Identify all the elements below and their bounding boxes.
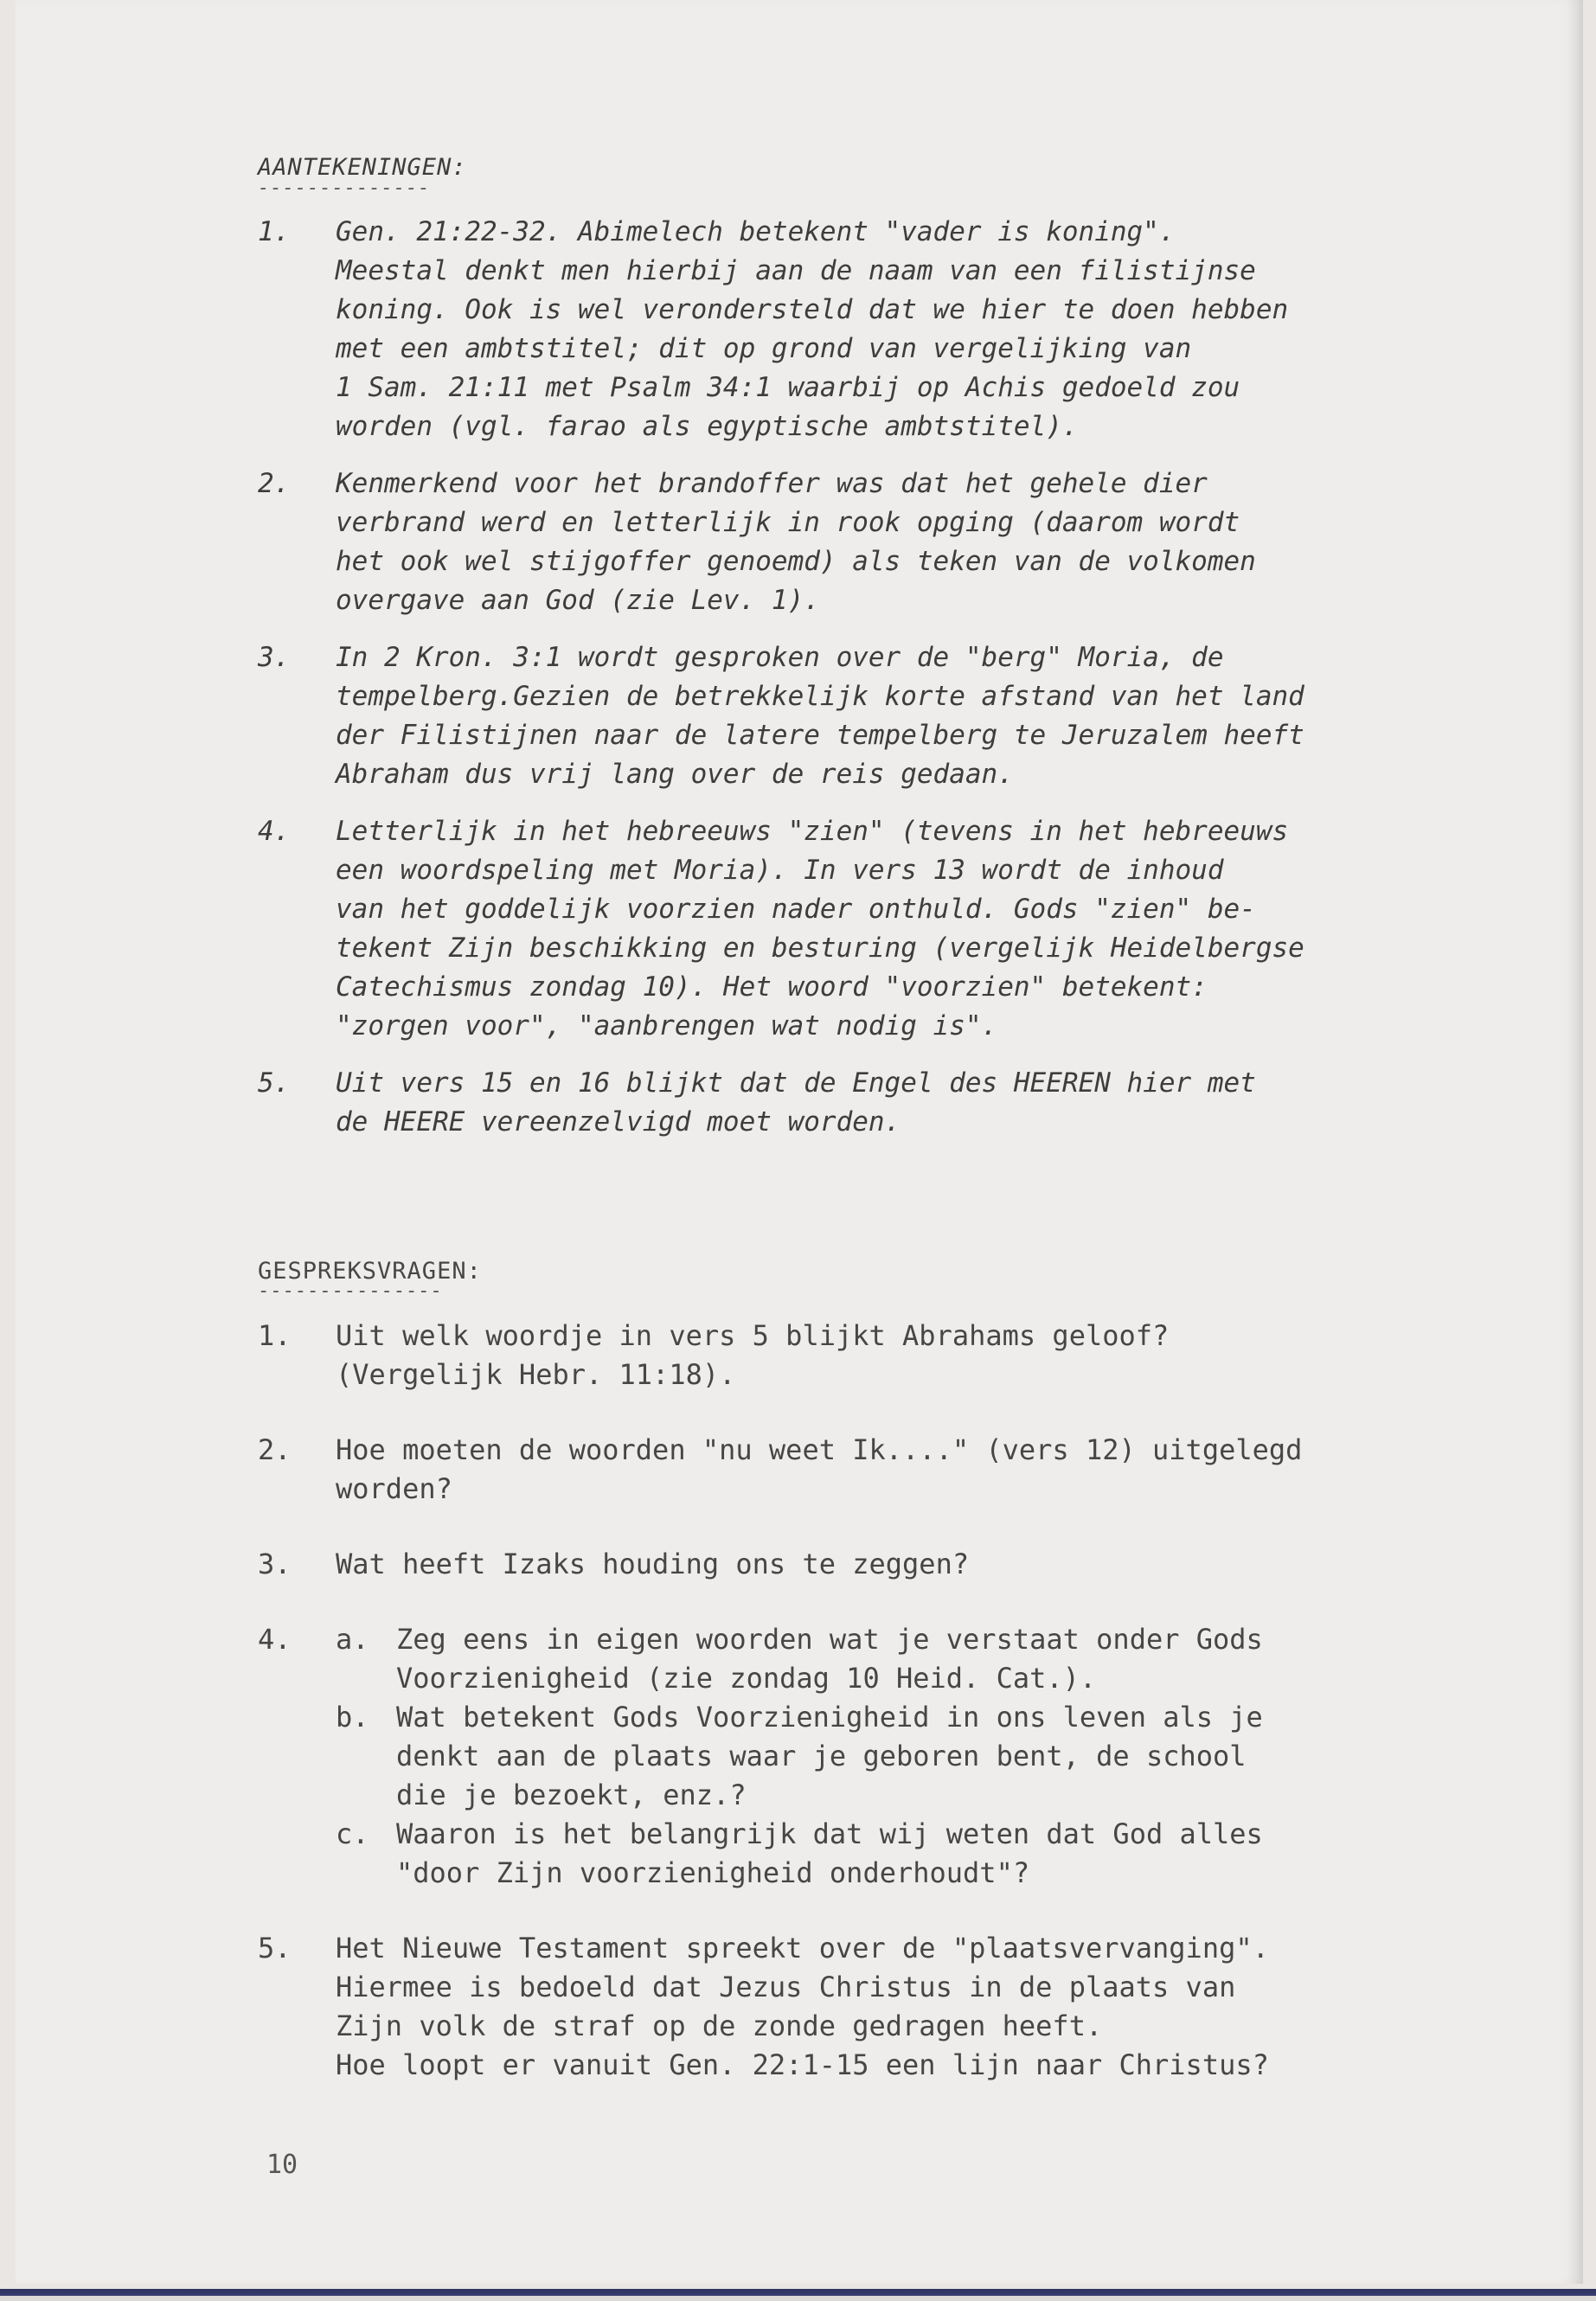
note-line: met een ambtstitel; dit op grond van vergelijking van [336,333,1192,364]
question-number: 4. [258,1623,292,1656]
note-line: het ook wel stijgoffer genoemd) als teken van de volkomen [336,546,1256,577]
notes-heading-underline: -------------- [258,177,431,199]
note-item [258,213,1538,446]
question-line: Het Nieuwe Testament spreekt over de "plaatsvervanging". [336,1932,1269,1965]
question-item [258,1431,1538,1509]
sub-question-label: c. [336,1817,369,1850]
questions-heading-underline: --------------- [258,1280,443,1302]
question-line: die je bezoekt, enz.? [396,1779,747,1811]
note-line: Letterlijk in het hebreeuws "zien" (tevens in het hebreeuws [336,816,1289,847]
note-item [258,638,1538,794]
note-number: 5. [258,1067,291,1099]
note-line: 1 Sam. 21:11 met Psalm 34:1 waarbij op Achis gedoeld zou [336,372,1240,403]
sub-question-label: a. [336,1623,369,1656]
note-line: Gen. 21:22-32. Abimelech betekent "vader is koning". [336,216,1176,247]
page-content [258,147,1538,2085]
scan-edge-strip [0,2284,1596,2301]
document-page [16,0,1583,2284]
question-line: Hiermee is bedoeld dat Jezus Christus in de plaats van [336,1971,1236,2003]
note-line: Kenmerkend voor het brandoffer was dat het gehele dier [336,468,1208,499]
question-item [258,1620,1538,1893]
note-line: tekent Zijn beschikking en besturing (vergelijk Heidelbergse [336,933,1304,964]
note-line: de HEERE vereenzelvigd moet worden. [336,1106,901,1138]
note-line: overgave aan God (zie Lev. 1). [336,585,820,616]
question-line: Waaron is het belangrijk dat wij weten dat God alles [396,1817,1263,1850]
note-line: der Filistijnen naar de latere tempelberg te Jeruzalem heeft [336,720,1304,751]
note-number: 2. [258,468,291,499]
sub-question-label: b. [336,1701,369,1734]
question-line: Wat heeft Izaks houding ons te zeggen? [336,1548,970,1580]
note-item [258,1064,1538,1142]
note-line: koning. Ook is wel verondersteld dat we hier te doen hebben [336,294,1289,325]
page-number: 10 [266,2150,298,2180]
note-line: Meestal denkt men hierbij aan de naam van een filistijnse [336,255,1256,286]
sub-question [336,1815,1538,1893]
question-line: Voorzienigheid (zie zondag 10 Heid. Cat.). [396,1662,1097,1695]
question-line: Zeg eens in eigen woorden wat je verstaat onder Gods [396,1623,1263,1656]
question-line: (Vergelijk Hebr. 11:18). [336,1358,736,1391]
question-line: "door Zijn voorzienigheid onderhoudt"? [396,1856,1030,1889]
note-line: worden (vgl. farao als egyptische ambtstitel). [336,411,1079,442]
questions-section [258,1250,1538,2085]
note-line: tempelberg.Gezien de betrekkelijk korte afstand van het land [336,681,1304,712]
note-line: verbrand werd en letterlijk in rook opging (daarom wordt [336,507,1240,538]
question-number: 1. [258,1319,292,1352]
note-line: Catechismus zondag 10). Het woord "voorzien" betekent: [336,971,1208,1003]
note-line: "zorgen voor", "aanbrengen wat nodig is". [336,1010,998,1042]
notes-heading: AANTEKENINGEN: [258,154,467,181]
question-line: denkt aan de plaats waar je geboren bent, de school [396,1740,1247,1772]
note-line: Uit vers 15 en 16 blijkt dat de Engel des HEEREN hier met [336,1067,1256,1099]
note-line: een woordspeling met Moria). In vers 13 wordt de inhoud [336,855,1224,886]
note-number: 1. [258,216,291,247]
note-number: 4. [258,816,291,847]
question-line: Hoe loopt er vanuit Gen. 22:1-15 een lijn naar Christus? [336,2048,1269,2081]
note-item [258,812,1538,1046]
question-line: worden? [336,1472,452,1505]
note-line: Abraham dus vrij lang over de reis gedaan. [336,759,1014,790]
sub-question [336,1620,1538,1698]
question-item [258,1545,1538,1584]
question-number: 5. [258,1932,292,1965]
question-line: Wat betekent Gods Voorzienigheid in ons leven als je [396,1701,1263,1734]
note-item [258,465,1538,620]
note-line: In 2 Kron. 3:1 wordt gesproken over de "berg" Moria, de [336,642,1224,673]
question-line: Uit welk woordje in vers 5 blijkt Abrahams geloof? [336,1319,1170,1352]
question-number: 2. [258,1433,292,1466]
question-number: 3. [258,1548,292,1580]
notes-section [258,147,1538,1142]
note-number: 3. [258,642,291,673]
question-item [258,1929,1538,2085]
questions-heading: GESPREKSVRAGEN: [258,1258,482,1285]
note-line: van het goddelijk voorzien nader onthuld. Gods "zien" be- [336,894,1256,925]
question-item [258,1317,1538,1394]
question-line: Zijn volk de straf op de zonde gedragen heeft. [336,2009,1103,2042]
sub-question [336,1698,1538,1815]
question-line: Hoe moeten de woorden "nu weet Ik...." (vers 12) uitgelegd [336,1433,1303,1466]
